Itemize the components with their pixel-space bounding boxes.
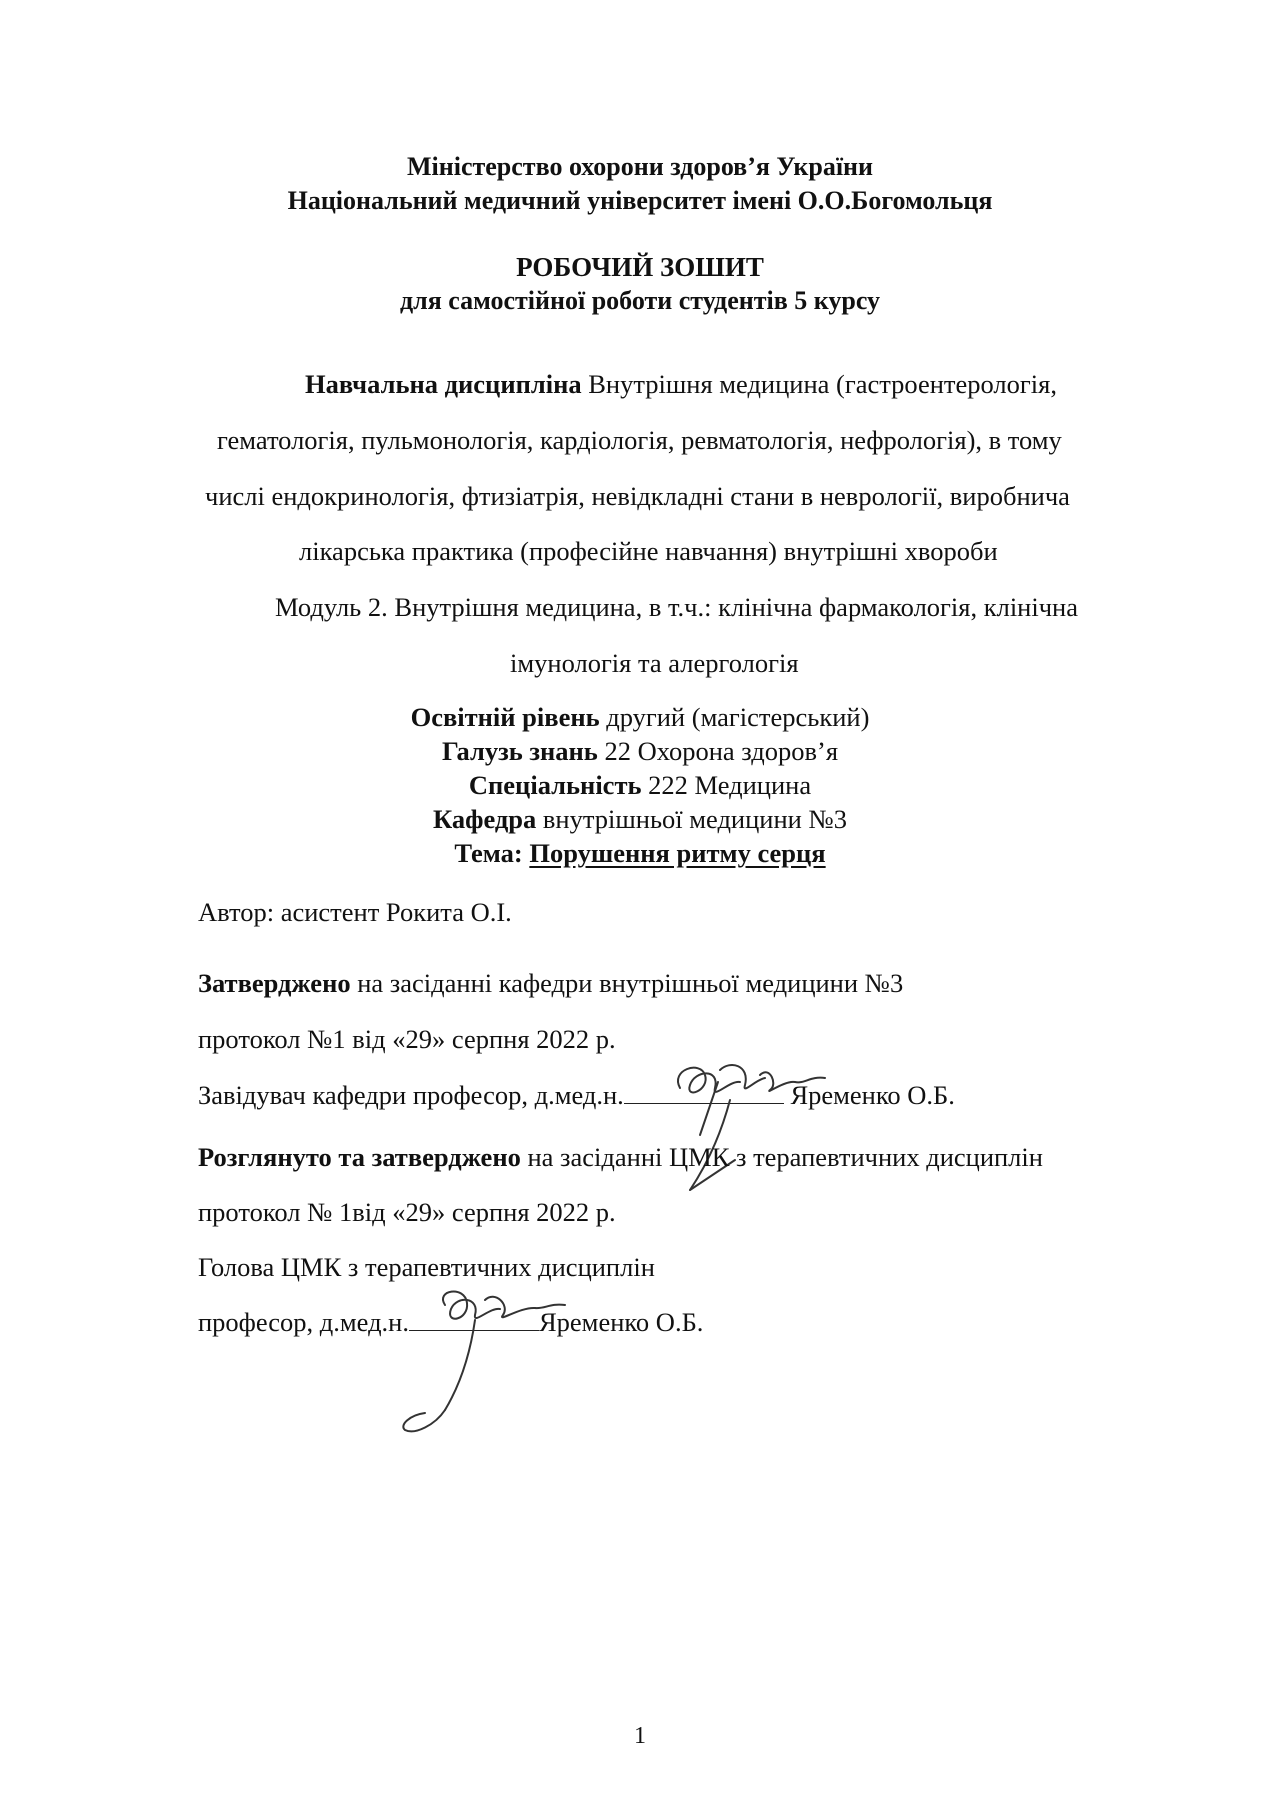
author-line: Автор: асистент Рокита О.І. [198, 897, 512, 927]
approval1-line [198, 968, 903, 999]
module-line-2: імунологія та алергологія [510, 648, 799, 678]
department [0, 804, 1280, 835]
approval2-protocol: протокол № 1від «29» серпня 2022 р. [198, 1197, 616, 1227]
page-number: 1 [634, 1723, 646, 1749]
field-value: 22 Охорона здоров’я [604, 736, 839, 766]
topic-value: Порушення ритму серця [529, 838, 826, 868]
department-value: внутрішньої медицини №3 [542, 804, 847, 834]
education-level-label: Освітній рівень [410, 702, 600, 732]
workbook-title: РОБОЧИЙ ЗОШИТ [516, 252, 764, 282]
approval2-head-prefix: професор, д.мед.н. [198, 1307, 409, 1337]
workbook-subtitle: для самостійної роботи студентів 5 курсу [399, 286, 881, 315]
approval1-label: Затверджено [198, 968, 351, 998]
specialty-label: Спеціальність [468, 770, 642, 800]
discipline-line-2: гематологія, пульмонологія, кардіологія, ревматологія, нефрологія), в тому [217, 425, 1062, 455]
discipline-line-1 [305, 369, 1057, 400]
education-level-value: другий (магістерський) [606, 702, 870, 732]
approval1-head-prefix: Завідувач кафедри професор, д.мед.н. [198, 1080, 624, 1110]
discipline-line-4: лікарська практика (професійне навчання) внутрішні хвороби [299, 536, 998, 566]
approval2-line [198, 1142, 1043, 1173]
approval1-protocol: протокол №1 від «29» серпня 2022 р. [198, 1024, 616, 1054]
field-of-knowledge [0, 736, 1280, 767]
approval2-label: Розглянуто та затверджено [198, 1142, 521, 1172]
approval2-head-name: Яременко О.Б. [539, 1307, 704, 1337]
department-label: Кафедра [433, 804, 537, 834]
signature-2-icon [385, 1275, 585, 1440]
specialty-value: 222 Медицина [648, 770, 812, 800]
discipline-text-1: Внутрішня медицина (гастроентерологія, [588, 369, 1057, 399]
university-heading: Національний медичний університет імені О.О.Богомольця [287, 186, 993, 215]
module-line-1: Модуль 2. Внутрішня медицина, в т.ч.: клінічна фармакологія, клінічна [275, 592, 1078, 622]
approval2-text: на засіданні ЦМК з терапевтичних дисциплін [527, 1142, 1043, 1172]
approval1-text: на засіданні кафедри внутрішньої медицини №3 [357, 968, 904, 998]
ministry-heading: Міністерство охорони здоров’я України [406, 152, 874, 181]
signature-1-icon [660, 1040, 860, 1200]
topic [0, 838, 1280, 869]
discipline-label: Навчальна дисципліна [305, 369, 582, 399]
topic-label: Тема: [454, 838, 523, 868]
approval1-head-name: Яременко О.Б. [790, 1080, 955, 1110]
education-level [0, 702, 1280, 733]
approval2-head-title: Голова ЦМК з терапевтичних дисциплін [198, 1252, 655, 1282]
specialty [0, 770, 1280, 801]
discipline-line-3: числі ендокринологія, фтизіатрія, невідкладні стани в неврології, виробнича [205, 481, 1070, 511]
field-label: Галузь знань [441, 736, 598, 766]
